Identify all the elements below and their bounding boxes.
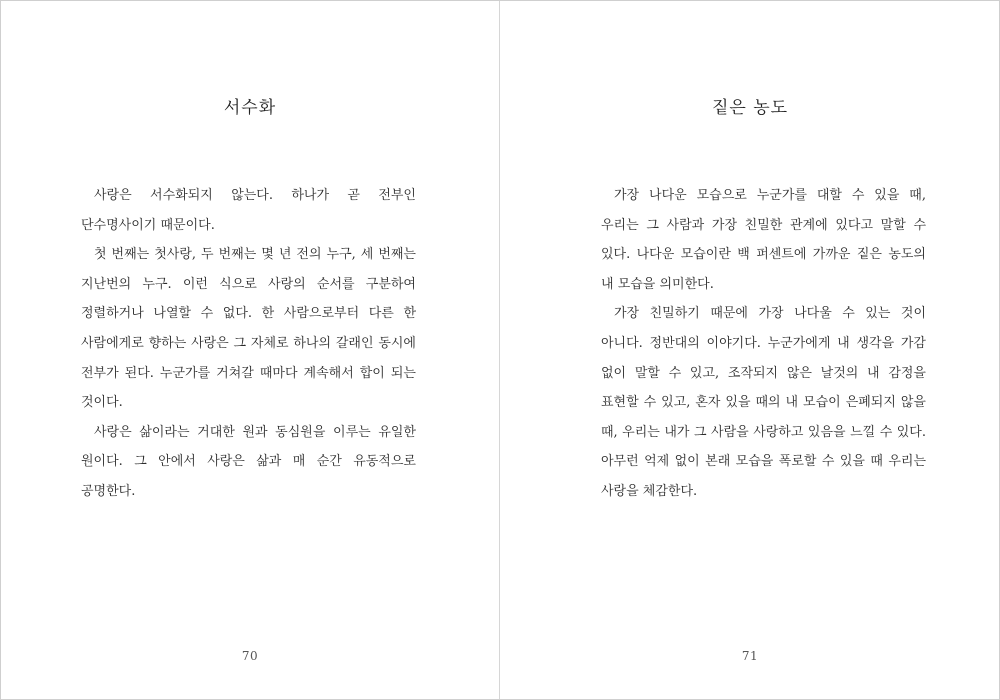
paragraph: 첫 번째는 첫사랑, 두 번째는 몇 년 전의 누구, 세 번째는 지난번의 누구. 이런 식으로 사랑의 순서를 구분하여 정렬하거나 나열할 수 없다. 한 사람으로부터 다른 한 사람에게로 향하는 사랑은 그 자체로 하나의 갈래인 동시에 전부가 된다. 누군가를 거쳐갈 때마다 계속해서 합이 되는 것이다. xyxy=(81,247,416,411)
paragraph: 사랑은 삶이라는 거대한 원과 동심원을 이루는 유일한 원이다. 그 안에서 사랑은 삶과 매 순간 유동적으로 공명한다. xyxy=(81,424,416,499)
page-body xyxy=(81,181,416,507)
page-number: 70 xyxy=(241,649,259,663)
page-number: 71 xyxy=(741,649,759,663)
page-gutter-divider xyxy=(499,1,500,699)
page-title: 서수화 xyxy=(223,98,277,118)
page-title: 짙은 농도 xyxy=(711,98,789,118)
left-page xyxy=(1,1,499,699)
page-body xyxy=(601,181,926,507)
paragraph: 가장 나다운 모습으로 누군가를 대할 수 있을 때, 우리는 그 사람과 가장 친밀한 관계에 있다고 말할 수 있다. 나다운 모습이란 백 퍼센트에 가까운 짙은 농도의 내 모습을 의미한다. xyxy=(601,188,926,292)
paragraph: 사랑은 서수화되지 않는다. 하나가 곧 전부인 단수명사이기 때문이다. xyxy=(81,188,416,233)
paragraph: 가장 친밀하기 때문에 가장 나다울 수 있는 것이 아니다. 정반대의 이야기다. 누군가에게 내 생각을 가감 없이 말할 수 있고, 조작되지 않은 날것의 내 감정을 표현할 수 있고, 혼자 있을 때의 내 모습이 은폐되지 않을 때, 우리는 내가 그 사람을 사랑하고 있음을 느낄 수 있다. 아무런 억제 없이 본래 모습을 폭로할 수 있을 때 우리는 사랑을 체감한다. xyxy=(601,306,926,499)
right-page xyxy=(501,1,999,699)
